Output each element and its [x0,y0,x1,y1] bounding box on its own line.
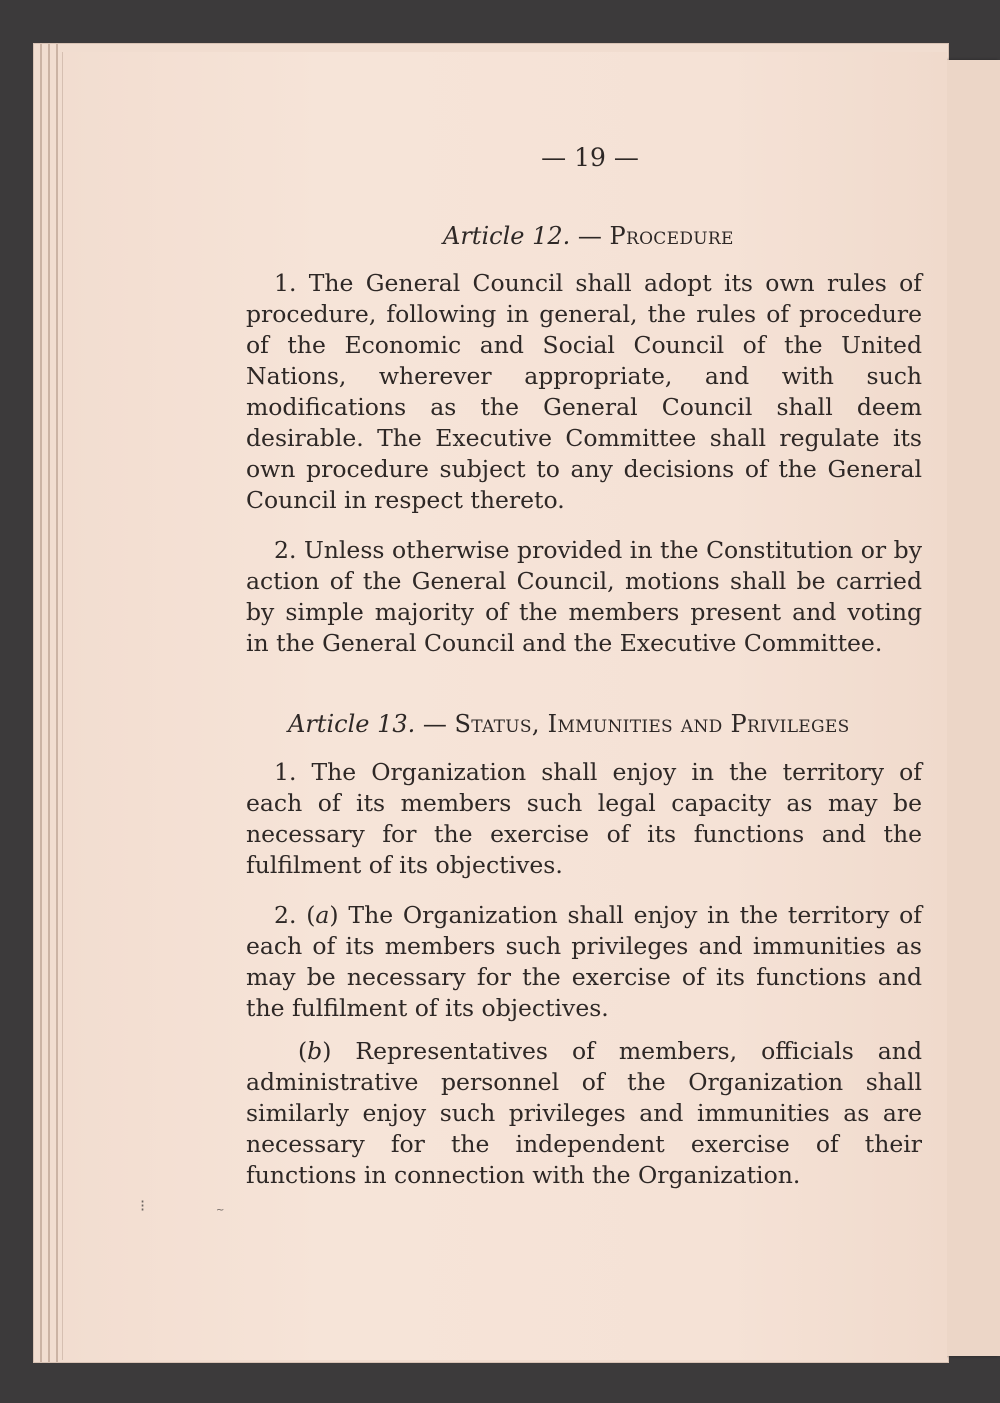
paragraph-text: ) The Organization shall enjoy in the territory of each of its members such privileges and immunities as may be necessary for the exercise of its functions and the fulfilment of its objectives. [246,901,922,1022]
article-13-paragraph-2a [246,900,922,1024]
paragraph-prefix: ( [298,1037,308,1065]
facing-page-edge [944,60,1000,1356]
article-12-paragraph-1: 1. The General Council shall adopt its own rules of procedure, following in general, the rules of procedure of the Economic and Social Council of the United Nations, wherever appropriate, and with such modifications as the General Council shall deem desirable. The Executive Committee shall regulate its own procedure subject to any decisions of the General Council in respect thereto. [246,269,922,514]
page-edge [48,44,50,1362]
article-13-paragraph-1: 1. The Organization shall enjoy in the territory of each of its members such legal capacity as may be necessary for the exercise of its functions and the fulfilment of its objectives. [246,758,922,879]
paragraph-text: ) Representatives of members, officials and administrative personnel of the Organization shall similarly enjoy such privileges and immunities as are necessary for the independent exercise of their functions in connection with the Organization. [246,1037,922,1189]
article-12-heading [443,222,734,250]
heading-dash: — [415,710,455,738]
subparagraph-letter: a [315,901,330,929]
page-edge [40,44,42,1362]
article-13-title: Status, Immunities and Privileges [454,710,850,738]
article-13-paragraph-2b [246,1036,922,1191]
article-12-title: Procedure [609,222,734,250]
pencil-scribble-mark: ~ [216,1205,225,1216]
article-12-body [246,268,922,659]
article-12-number: Article 12. [443,222,571,250]
ink-smudge-mark: ⁝ [140,1196,146,1215]
article-13-heading [288,710,850,738]
article-13-body [246,757,922,1191]
paragraph-prefix: 2. ( [274,901,316,929]
subparagraph-letter: b [307,1037,323,1065]
heading-dash: — [570,222,610,250]
page-edge [56,44,58,1362]
article-13-number: Article 13. [288,710,416,738]
page-number: — 19 — [541,143,639,172]
article-12-paragraph-2: 2. Unless otherwise provided in the Constitution or by action of the General Council, motions shall be carried by simple majority of the members present and voting in the General Council and the Executive Committee. [246,536,922,657]
